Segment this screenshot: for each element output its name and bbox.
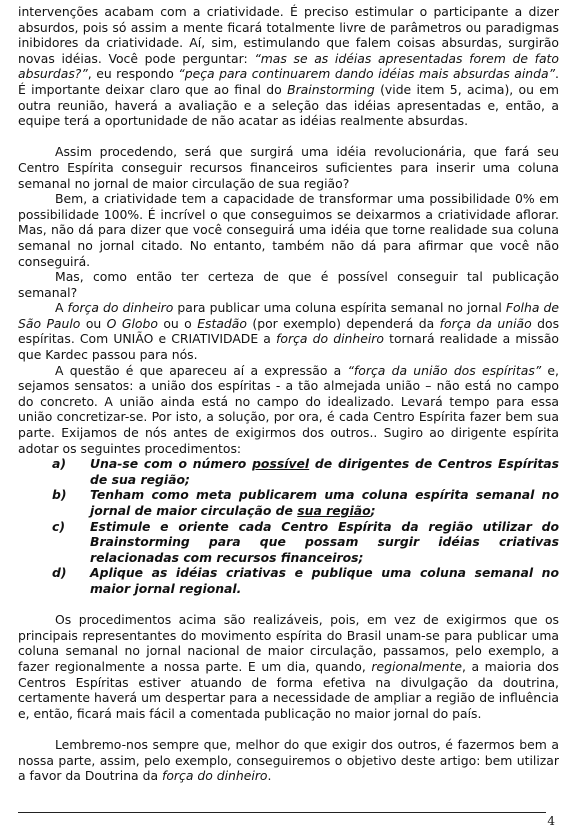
text-run: e, sejamos sensatos: a união dos espíritas - a tão almejada união – não está no campo do concreto. A união ainda está no campo do idealizado. Levará tempo para essa união concretizar-se. Por isto, a solução, por ora, é cada Centro Espírita fazer bem sua parte. Exijamos de nós antes de exigirmos dos outros.. Sugiro ao dirigente espírita adotar os seguintes procedimentos: [18, 362, 559, 456]
paragraph-6 [18, 363, 559, 457]
list-item-text [90, 565, 559, 596]
text-run: . É importante deixar claro que ao final do [18, 66, 559, 97]
list-marker: a) [52, 456, 67, 472]
paragraph-8 [18, 737, 559, 784]
italic-text: Brainstorming [287, 81, 375, 97]
italic-text: “mas se as idéias apresentadas forem de fato absurdas?” [18, 50, 559, 82]
text-run: ; [370, 503, 376, 518]
text-run: ou [80, 315, 107, 331]
text-run: dos espíritas. Com UNIÃO e CRIATIVIDADE a [18, 315, 560, 347]
text-run: Os procedimentos acima são realizáveis, pois, em vez de exigirmos que os principais representantes do movimento espírita do Brasil unam-se para publicar uma coluna semanal no jornal nacional de maior circulação, passamos, pelo exemplo, a fazer regionalmente a nossa parte. E um dia, quando, [18, 612, 559, 674]
italic-text: força da união [439, 315, 532, 331]
text-run: ou o [157, 315, 198, 331]
list-item [18, 519, 559, 566]
paragraph-2 [18, 144, 559, 191]
list-item-text [90, 456, 559, 487]
text-run: Tenham como meta publicarem uma coluna espírita semanal no jornal de maior circulação de [90, 487, 559, 518]
underlined-text: possível [252, 456, 310, 472]
text-run: intervenções acabam com a criatividade. É preciso estimular o participante a dizer absurdos, pois só assim a mente ficará totalmente livre de parâmetros ou paradigmas inibidores da criatividade. Aí, sim, estimulando que falem coisas absurdas, surgirão novas idéias. Você pode perguntar: [18, 4, 559, 66]
list-marker: c) [52, 518, 66, 534]
text-run: Estimule e oriente cada Centro Espírita da região utilizar do Brainstorming para que possam surgir idéias criativas relacionadas com recursos financeiros; [90, 518, 559, 565]
italic-text: “força da união dos espíritas” [347, 362, 542, 378]
text-run: tornará realidade a missão que Kardec passou para nós. [18, 331, 560, 363]
italic-text: força do dinheiro [161, 768, 268, 784]
list-item-text [90, 519, 559, 565]
text-run: , a maioria dos Centros Espíritas estiver atuando de forma efetiva na divulgação da doutrina, certamente haverá um despertar para a necessidade de ampliar a região de influência e, então, ficará mais fácil a comentada publicação no maior jornal do país. [18, 658, 559, 721]
text-run: . [267, 768, 272, 784]
list-item [18, 487, 559, 518]
italic-text: “peça para continuarem dando idéias mais absurdas ainda” [178, 66, 556, 82]
text-run: Mas, como então ter certeza de que é possível conseguir tal publicação semanal? [18, 269, 559, 300]
text-run: Bem, a criatividade tem a capacidade de transformar uma possibilidade 0% em possibilidade 100%. É incrível o que conseguimos se deixarmos a criatividade aflorar. Mas, não dá para dizer que você conseguirá uma idéia que torne realidade sua coluna semanal no jornal citado. No entanto, também não dá para afirmar que você não conseguirá. [18, 191, 559, 269]
procedures-list [18, 456, 559, 596]
text-run: Assim procedendo, será que surgirá uma idéia revolucionária, que fará seu Centro Espírita conseguir recursos financeiros suficientes para inserir uma coluna semanal no jornal de maior circulação de sua região? [18, 144, 559, 191]
list-item-text [90, 487, 559, 518]
list-item [18, 565, 559, 596]
text-run: (por exemplo) dependerá da [246, 315, 440, 331]
list-item [18, 456, 559, 487]
italic-text: regionalmente [371, 658, 462, 674]
text-run: (vide item 5, acima), ou em outra reunião, haverá a avaliação e a seleção das idéias apresentadas e, então, a equipe terá a oportunidade de não acatar as idéias realmente absurdas. [18, 81, 559, 129]
italic-text: Folha de São Paulo [18, 300, 559, 331]
italic-text: O Globo [106, 315, 158, 331]
italic-text: força do dinheiro [67, 300, 174, 316]
page-number: 4 [547, 814, 555, 828]
text-run: Una-se com o número [90, 456, 253, 472]
list-marker: b) [52, 487, 67, 503]
text-run: de dirigentes de Centros Espíritas de sua região; [90, 456, 559, 487]
text-run: Aplique as idéias criativas e publique uma coluna semanal no maior jornal regional. [90, 565, 559, 596]
paragraph-1 [18, 4, 559, 129]
paragraph-7 [18, 612, 559, 721]
footer-divider [18, 812, 546, 813]
italic-text: força do dinheiro [276, 331, 384, 347]
text-run: A [55, 300, 68, 316]
document-page [18, 4, 559, 784]
underlined-text: sua região [297, 503, 371, 518]
text-run: Lembremo-nos sempre que, melhor do que exigir dos outros, é fazermos bem a nossa parte, assim, pelo exemplo, conseguiremos o objetivo deste artigo: bem utilizar a favor da Doutrina da [18, 736, 559, 784]
paragraph-5 [18, 300, 559, 362]
text-run: A questão é que apareceu aí a expressão a [55, 362, 348, 378]
text-run: , eu respondo [87, 66, 179, 82]
paragraph-3 [18, 191, 559, 269]
list-marker: d) [52, 565, 67, 581]
italic-text: Estadão [197, 315, 247, 331]
paragraph-4 [18, 269, 559, 300]
text-run: para publicar uma coluna espírita semanal no jornal [173, 300, 506, 316]
